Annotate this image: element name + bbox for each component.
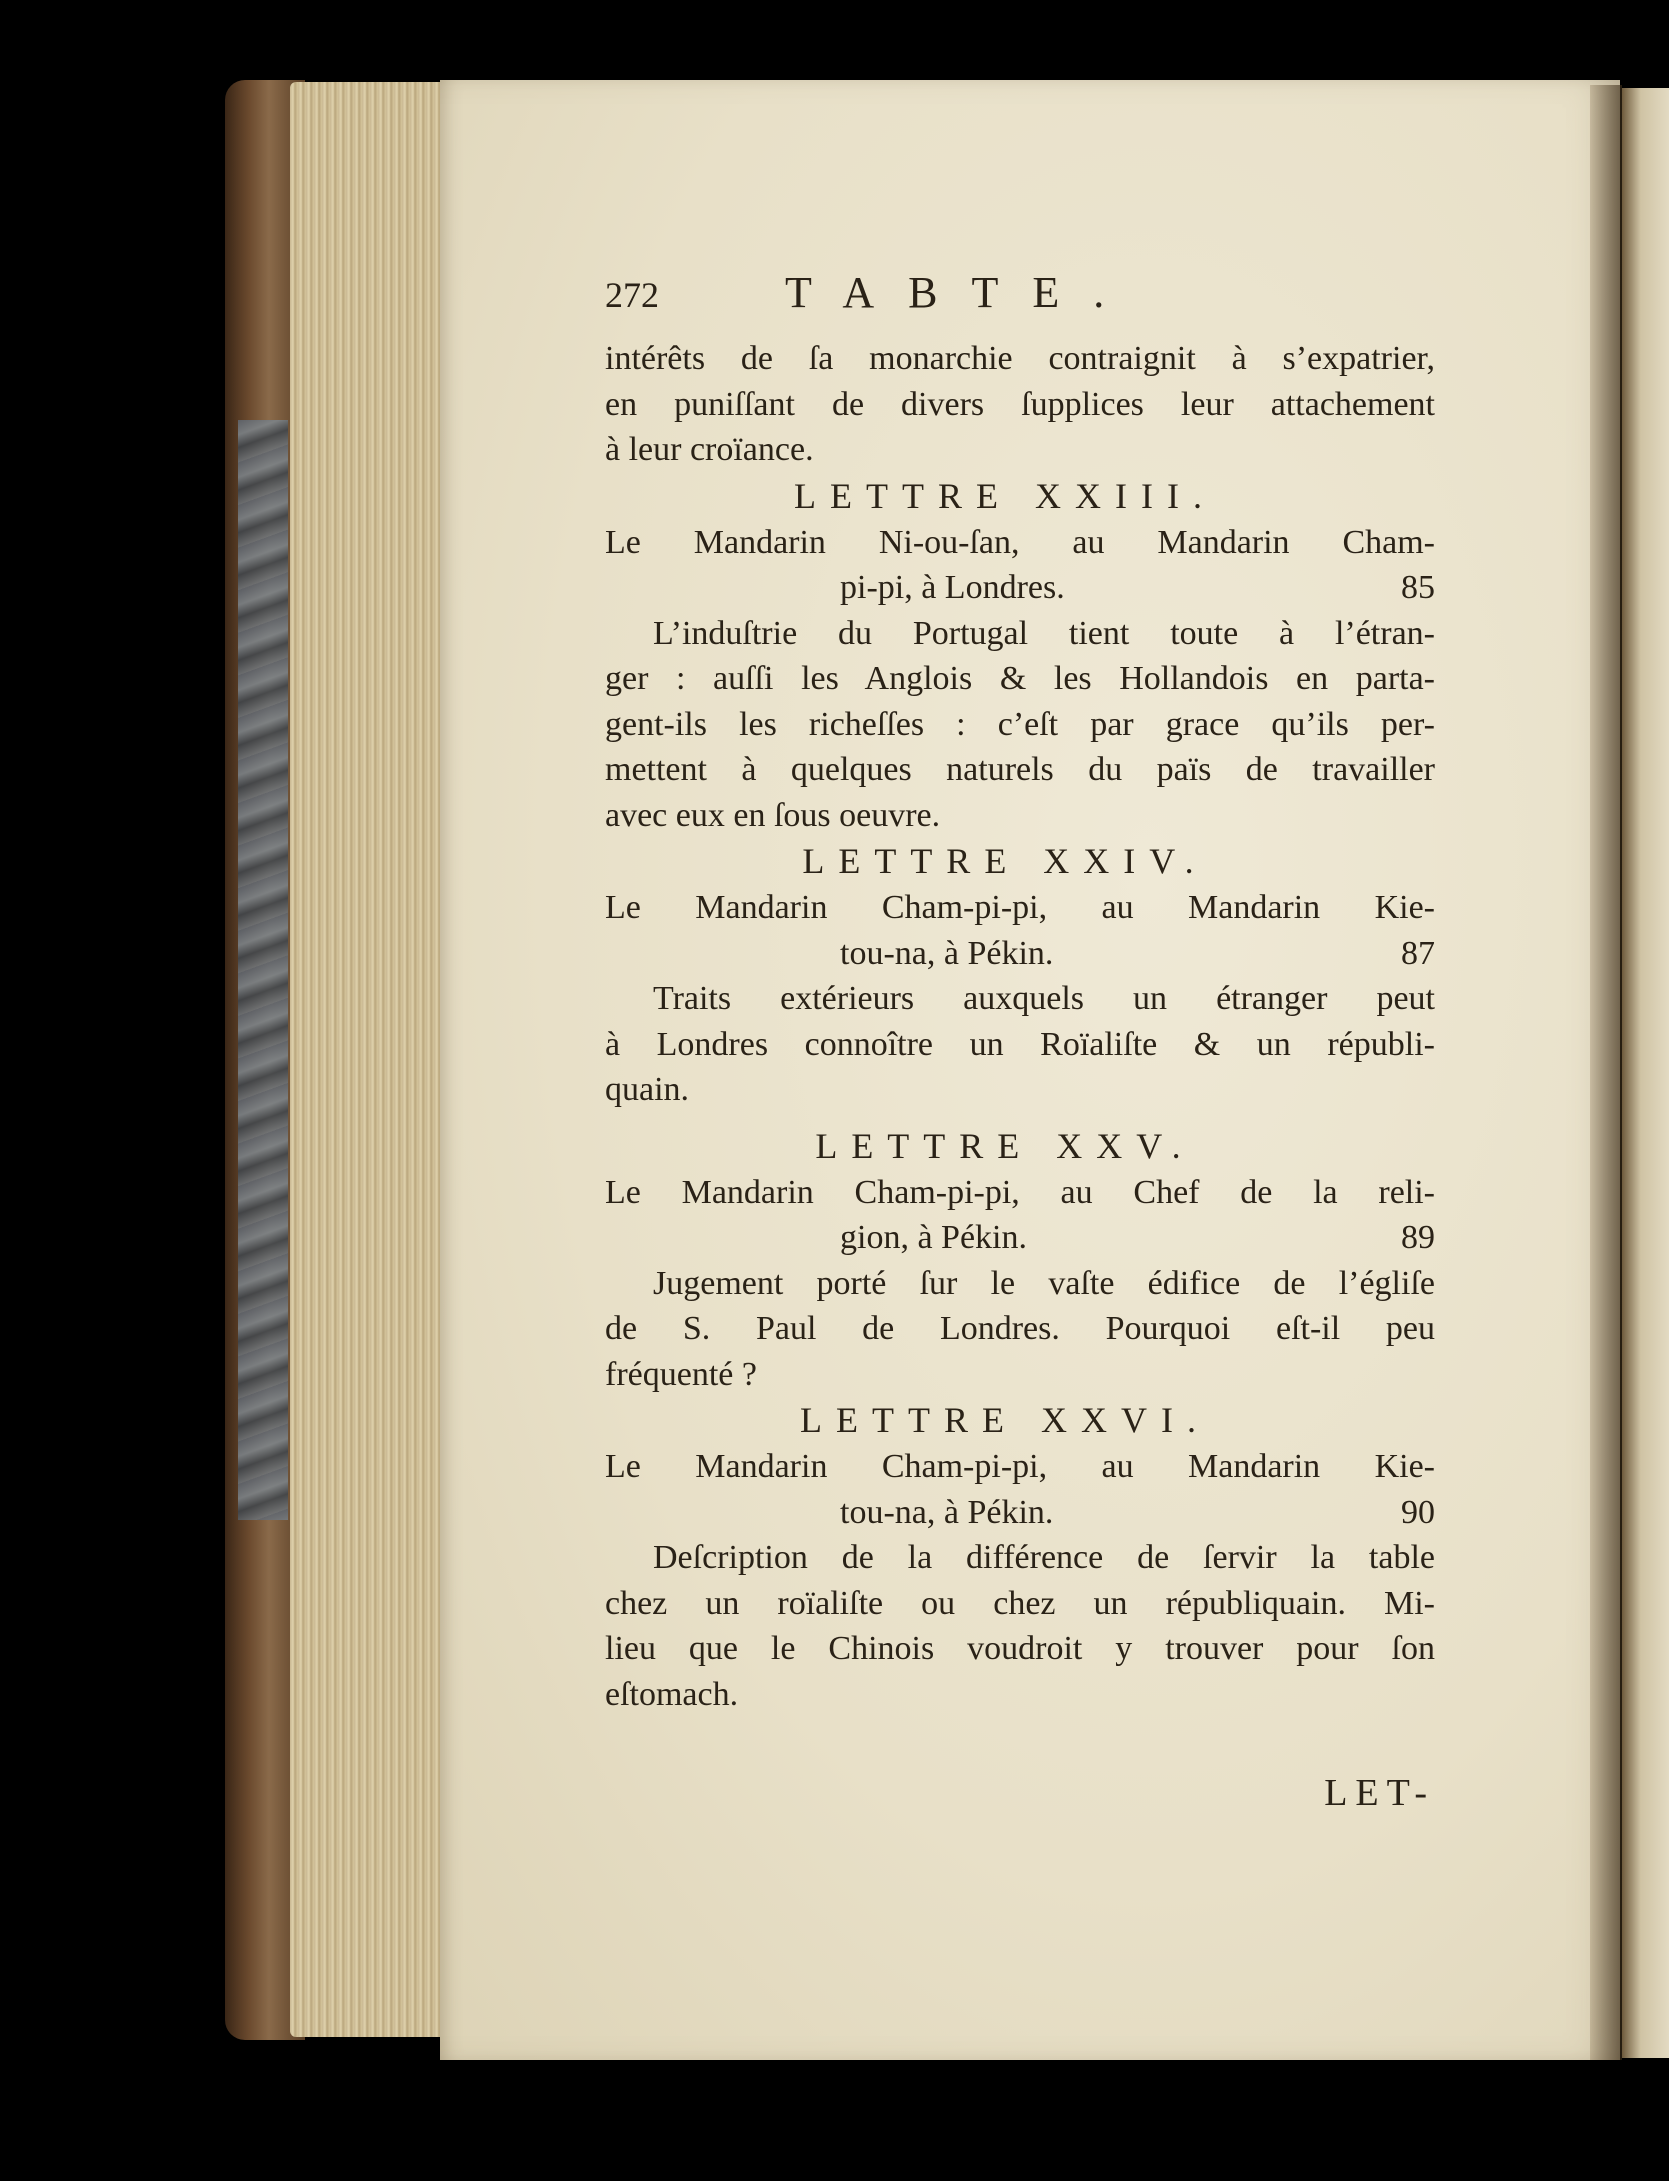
marbled-cover: [238, 420, 288, 1520]
letter-entry: [605, 1123, 1435, 1398]
intro-paragraph: [605, 336, 1435, 473]
letter-page-ref: 85: [1401, 569, 1435, 606]
letter-address: Le Mandarin Cham-pi-pi, au Mandarin Kie-: [605, 889, 1435, 926]
letter-address-cont: [605, 565, 1435, 611]
letter-title: LETTRE XXVI.: [800, 1400, 1210, 1440]
text-line: à leur croïance.: [605, 431, 814, 468]
text-line: en puniſſant de divers ſupplices leur attachement: [605, 385, 1435, 423]
text-line: lieu que le Chinois voudroit y trouver pour ſon: [605, 1630, 1435, 1667]
text-line: fréquenté ?: [605, 1355, 757, 1393]
text-line: ger : auſſi les Anglois & les Hollandois en parta-: [605, 660, 1435, 697]
text-line: L’induſtrie du Portugal tient toute à l’étran-: [653, 614, 1435, 652]
running-header: [605, 270, 1435, 336]
page-edges: [290, 82, 440, 2037]
letter-page-ref: 87: [1401, 934, 1435, 972]
catchword: LET-: [1324, 1772, 1435, 1814]
text-line: avec eux en ſous oeuvre.: [605, 796, 941, 834]
letter-address-end: pi-pi, à Londres.: [840, 569, 1065, 606]
opposite-page: [1622, 88, 1669, 2058]
text-line: gent-ils les richeſſes : c’eſt par grace qu’ils per-: [605, 705, 1435, 743]
letter-summary: [605, 1261, 1435, 1398]
running-title: TABTE.: [785, 268, 1139, 317]
letter-address-end: gion, à Pékin.: [840, 1219, 1027, 1256]
page-text: [605, 270, 1435, 1817]
letter-summary: [605, 611, 1435, 839]
text-line: eſtomach.: [605, 1675, 739, 1713]
letter-address-cont: [605, 1215, 1435, 1261]
text-line: mettent à quelques naturels du païs de travailler: [605, 751, 1435, 788]
letter-address-cont: [605, 931, 1435, 977]
letter-address-end: tou-na, à Pékin.: [840, 934, 1054, 972]
letter-address: Le Mandarin Cham-pi-pi, au Chef de la reli-: [605, 1173, 1435, 1211]
letter-address: Le Mandarin Cham-pi-pi, au Mandarin Kie-: [605, 1448, 1435, 1485]
letter-entry: [605, 838, 1435, 1113]
letter-address: Le Mandarin Ni-ou-ſan, au Mandarin Cham-: [605, 523, 1435, 561]
letter-summary: [605, 976, 1435, 1113]
letter-entry: [605, 473, 1435, 839]
text-line: Deſcription de la différence de ſervir la table: [653, 1539, 1435, 1576]
letter-page-ref: 90: [1401, 1493, 1435, 1531]
text-line: à Londres connoître un Roïaliſte & un républi-: [605, 1025, 1435, 1063]
letter-title: LETTRE XXIV.: [802, 841, 1208, 881]
text-line: quain.: [605, 1071, 690, 1108]
letter-page-ref: 89: [1401, 1219, 1435, 1256]
page-gutter: [1590, 85, 1622, 2060]
letter-summary: [605, 1535, 1435, 1717]
text-line: Jugement porté ſur le vaſte édifice de l’égliſe: [653, 1264, 1435, 1302]
letter-title: LETTRE XXV.: [815, 1125, 1195, 1166]
letter-title: LETTRE XXIII.: [794, 475, 1216, 516]
text-line: Traits extérieurs auxquels un étranger peut: [653, 980, 1435, 1017]
letter-entry: [605, 1397, 1435, 1717]
text-line: de S. Paul de Londres. Pourquoi eſt-il peu: [605, 1310, 1435, 1347]
text-line: chez un roïaliſte ou chez un républiquain. Mi-: [605, 1584, 1435, 1622]
letter-address-cont: [605, 1490, 1435, 1536]
text-line: intérêts de ſa monarchie contraignit à s’expatrier,: [605, 340, 1435, 377]
letter-address-end: tou-na, à Pékin.: [840, 1493, 1054, 1531]
page-number: 272: [605, 275, 659, 315]
